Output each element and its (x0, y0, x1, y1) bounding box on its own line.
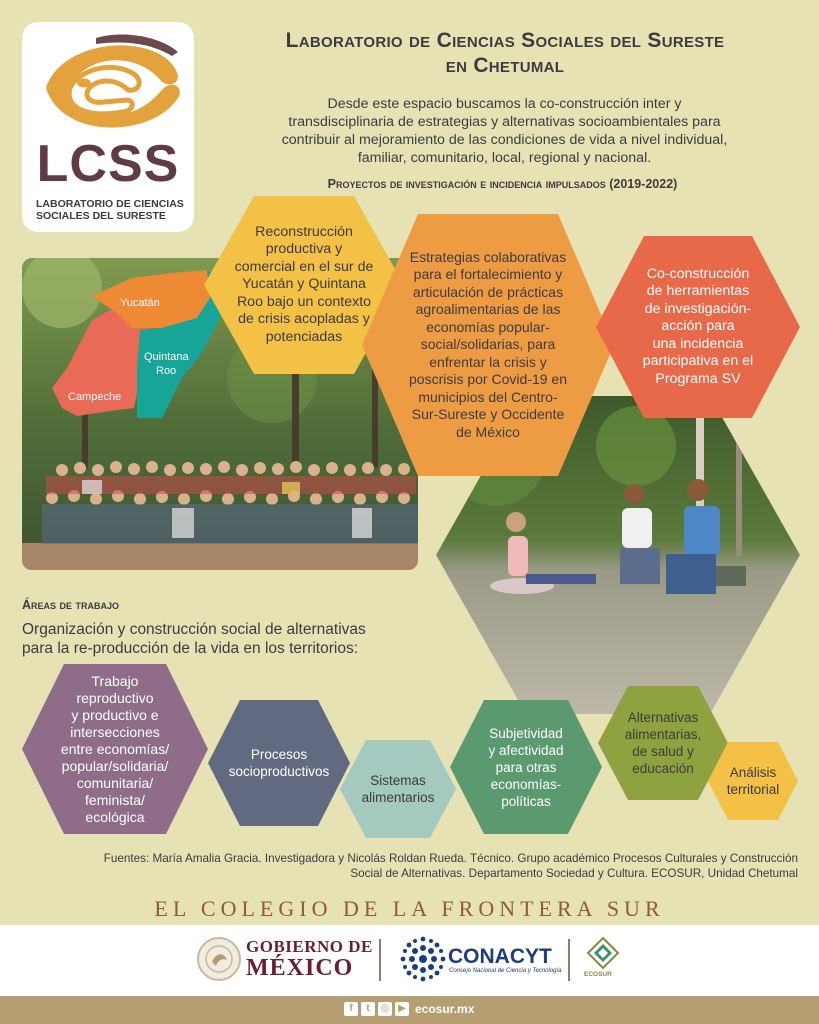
sources-note: Fuentes: María Amalia Gracia. Investigadora y Nicolás Roldan Rueda. Técnico. Grupo académico Procesos Culturales y Construcción Social de Alternativas. Departamento Sociedad y Cultura. ECOSUR, Unidad Chetumal (103, 852, 798, 880)
lcss-acronym: LCSS (36, 135, 180, 193)
twitter-icon[interactable]: t (361, 1002, 375, 1016)
ecosur-label: ECOSUR (584, 971, 612, 978)
conacyt-label: CONACYT (448, 945, 552, 968)
area-hexagon-subjetividad: Subjetividad y afectividad para otras economías- políticas (450, 700, 602, 834)
quintana-roo-label-2: Roo (156, 365, 177, 377)
quintana-roo-label-1: Quintana (144, 351, 189, 363)
lcss-logo (22, 22, 194, 232)
project-hexagon-1: Reconstrucción productiva y comercial en el sur de Yucatán y Quintana Roo bajo un contexto de crisis acopladas y potenciadas (204, 196, 404, 374)
page-title: Laboratorio de Ciencias Sociales del Sureste en Chetumal (285, 29, 725, 77)
mexico-seal-icon (196, 936, 242, 982)
website-link[interactable]: ecosur.mx (415, 1002, 475, 1016)
ecosur-logo-icon (586, 936, 620, 970)
campeche-label: Campeche (68, 391, 122, 403)
intro-text: Desde este espacio buscamos la co-construcción inter y transdisciplinaria de estrategias y alternativas socioambientales para contribuir al mejoramiento de las condiciones de vida a nivel individual, familiar, comunitario, local, regional y nacional. (281, 96, 728, 166)
project-hexagon-2: Estrategias colaborativas para el fortalecimiento y articulación de prácticas agroalimentarias de las economías popular- social/solidarias, para enfrentar la crisis y poscrisis por Covid-19 en municipios del Centro- Sur-Sureste y Occidente de México (362, 214, 614, 476)
mexico-label: MÉXICO (246, 955, 354, 981)
gobierno-label: GOBIERNO DE (246, 937, 373, 956)
area-hexagon-trabajo: Trabajo reproductivo y productivo e intersecciones entre economías/ popular/solidaria/ comunitaria/ feminista/ ecológica (22, 664, 208, 834)
conacyt-subtitle: Consejo Nacional de Ciencia y Tecnología (449, 968, 562, 974)
area-hexagon-sistemas: Sistemas alimentarios (340, 740, 456, 838)
social-links (344, 1002, 474, 1016)
facebook-icon[interactable]: f (344, 1002, 358, 1016)
projects-heading: Proyectos de investigación e incidencia impulsados (2019-2022) (327, 177, 678, 191)
yucatan-label: Yucatán (120, 297, 160, 309)
institution-name: EL COLEGIO DE LA FRONTERA SUR (154, 896, 665, 921)
conacyt-dots-icon (400, 936, 446, 982)
logo-divider (568, 939, 570, 981)
area-hexagon-alternativas: Alternativas alimentarias, de salud y educación (598, 686, 728, 800)
project-hexagon-3: Co-construcción de herramientas de investigación- acción para una incidencia participativa en el Programa SV (596, 236, 800, 418)
instagram-icon[interactable]: ◎ (378, 1002, 392, 1016)
area-hexagon-analisis: Análisis territorial (708, 742, 798, 820)
fish-logo-icon (32, 30, 184, 138)
logo-divider (379, 939, 381, 981)
logo-subtitle: LABORATORIO DE CIENCIAS SOCIALES DEL SURESTE (36, 198, 184, 222)
areas-heading: Áreas de trabajo (22, 598, 119, 612)
area-hexagon-procesos: Procesos socioproductivos (208, 700, 350, 826)
areas-subtitle: Organización y construcción social de alternativas para la re-producción de la vida en los territorios: (22, 621, 366, 657)
youtube-icon[interactable]: ▶ (395, 1002, 409, 1016)
